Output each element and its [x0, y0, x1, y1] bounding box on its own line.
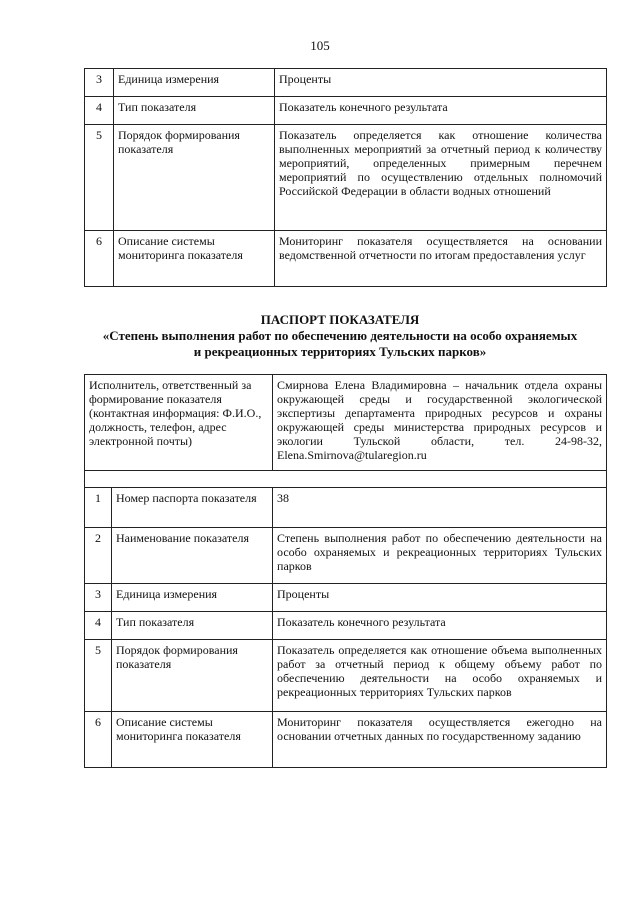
executor-label: Исполнитель, ответственный за формирование показателя (контактная информация: Ф.И.О., должность, телефон, адрес электронной почты)	[85, 375, 273, 471]
passport-title	[60, 312, 620, 360]
row-value: Степень выполнения работ по обеспечению деятельности на особо охраняемых и рекреационных территориях Тульских парков	[273, 528, 607, 584]
row-value: Проценты	[275, 69, 607, 97]
table-row	[85, 712, 607, 768]
row-label: Номер паспорта показателя	[112, 488, 273, 528]
passport-subtitle-line-2: и рекреационных территориях Тульских парков»	[193, 344, 487, 359]
table-row	[85, 69, 607, 97]
passport-heading: ПАСПОРТ ПОКАЗАТЕЛЯ	[260, 312, 420, 327]
row-label: Единица измерения	[112, 584, 273, 612]
row-number: 6	[85, 231, 114, 287]
row-value: Показатель конечного результата	[273, 612, 607, 640]
row-label: Порядок формирования показателя	[112, 640, 273, 712]
row-number: 3	[85, 584, 112, 612]
row-label: Тип показателя	[112, 612, 273, 640]
row-label: Единица измерения	[114, 69, 275, 97]
row-label: Описание системы мониторинга показателя	[114, 231, 275, 287]
row-value: Показатель определяется как отношение объема выполненных работ за отчетный период к общему объему работ по обеспечению деятельности на особо охраняемых и рекреационных территориях Тульских парков	[273, 640, 607, 712]
spacer-row	[85, 471, 607, 488]
row-value: Мониторинг показателя осуществляется на основании ведомственной отчетности по итогам предоставления услуг	[275, 231, 607, 287]
table-row	[85, 528, 607, 584]
table-row	[85, 97, 607, 125]
row-number: 4	[85, 612, 112, 640]
page-number: 105	[310, 38, 330, 53]
table-row	[85, 125, 607, 231]
table-row	[85, 640, 607, 712]
executor-value: Смирнова Елена Владимировна – начальник отдела охраны окружающей среды и государственной экологической экспертизы департамента природных ресурсов и охраны окружающей среды министерства природных ресурсов и экологии Тульской области, тел. 24-98-32, Elena.Smirnova@tularegion.ru	[273, 375, 607, 471]
row-value: 38	[273, 488, 607, 528]
row-value: Проценты	[273, 584, 607, 612]
row-number: 2	[85, 528, 112, 584]
row-number: 5	[85, 640, 112, 712]
row-label: Наименование показателя	[112, 528, 273, 584]
table-row	[85, 488, 607, 528]
row-value: Мониторинг показателя осуществляется ежегодно на основании отчетных данных по государственному заданию	[273, 712, 607, 768]
indicator-passport-table	[84, 374, 607, 768]
row-value: Показатель определяется как отношение количества выполненных мероприятий за отчетный период к количеству мероприятий, определенных примерным перечнем мероприятий по осуществлению отдельных полномочий Российской Федерации в области водных отношений	[275, 125, 607, 231]
passport-subtitle-line-1: «Степень выполнения работ по обеспечению деятельности на особо охраняемых	[102, 328, 578, 343]
spacer-cell	[85, 471, 607, 488]
row-number: 1	[85, 488, 112, 528]
table-row	[85, 612, 607, 640]
table-row	[85, 231, 607, 287]
row-label: Описание системы мониторинга показателя	[112, 712, 273, 768]
row-value: Показатель конечного результата	[275, 97, 607, 125]
indicator-table-continued	[84, 68, 607, 287]
row-number: 4	[85, 97, 114, 125]
executor-row	[85, 375, 607, 471]
row-label: Порядок формирования показателя	[114, 125, 275, 231]
row-number: 5	[85, 125, 114, 231]
row-number: 3	[85, 69, 114, 97]
row-label: Тип показателя	[114, 97, 275, 125]
table-row	[85, 584, 607, 612]
row-number: 6	[85, 712, 112, 768]
